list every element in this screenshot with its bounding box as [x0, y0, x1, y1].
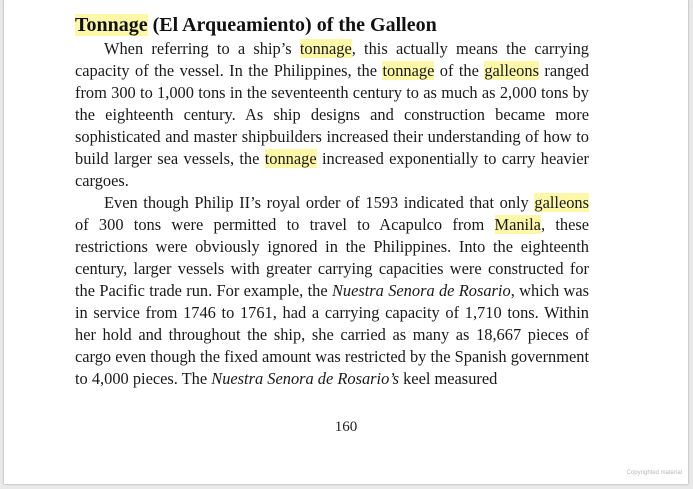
ship-name: Nuestra Senora de Rosario	[331, 281, 511, 300]
search-highlight: tonnage	[299, 39, 352, 58]
search-highlight: tonnage	[264, 149, 317, 168]
search-highlight: galleons	[484, 61, 539, 80]
page-number: 160	[334, 419, 358, 435]
book-page	[4, 0, 688, 484]
text-run: Even though Philip II’s royal order of 1593 indicated that only	[104, 193, 535, 212]
page-content	[75, 12, 589, 390]
title-text: (El Arqueamiento) of the Galleon	[147, 14, 437, 36]
search-highlight: Manila	[494, 215, 541, 234]
ship-name: Nuestra Senora de Rosario’s	[211, 369, 400, 388]
text-run: keel measured	[399, 369, 498, 388]
copyright-watermark: Copyrighted material	[626, 470, 682, 476]
search-highlight: Tonnage	[75, 14, 148, 36]
search-highlight: tonnage	[382, 61, 435, 80]
text-run: of the	[434, 61, 485, 80]
text-run: , which was in service from 1746 to 1761, had a carrying capacity of 1,710 tons. Within her hold and throughout the ship, she carried as many as 18,667 pieces of cargo even though the fixed amount was restricted by the Spanish government to 4,000 pieces. The	[75, 281, 589, 388]
search-highlight: galleons	[534, 193, 589, 212]
text-run: of 300 tons were permitted to travel to Acapulco from	[75, 215, 495, 234]
paragraph-2	[75, 192, 589, 390]
text-run: , this actually means the carrying capacity of the vessel. In the Philippines, the	[75, 39, 589, 80]
text-run: increased exponentially to carry heavier cargoes.	[75, 149, 589, 190]
text-run: ranged from 300 to 1,000 tons in the seventeenth century to as much as 2,000 tons by the eighteenth century. As ship designs and construction became more sophisticated and master shipbuilders increased their understanding of how to build larger sea vessels, the	[75, 61, 589, 168]
section-title	[75, 12, 589, 38]
text-run: , these restrictions were obviously ignored in the Philippines. Into the eighteenth century, larger vessels with greater carrying capacities were constructed for the Pacific trade run. For example, the	[75, 215, 590, 300]
text-run: When referring to a ship’s	[104, 39, 300, 58]
paragraph-1	[75, 38, 589, 192]
